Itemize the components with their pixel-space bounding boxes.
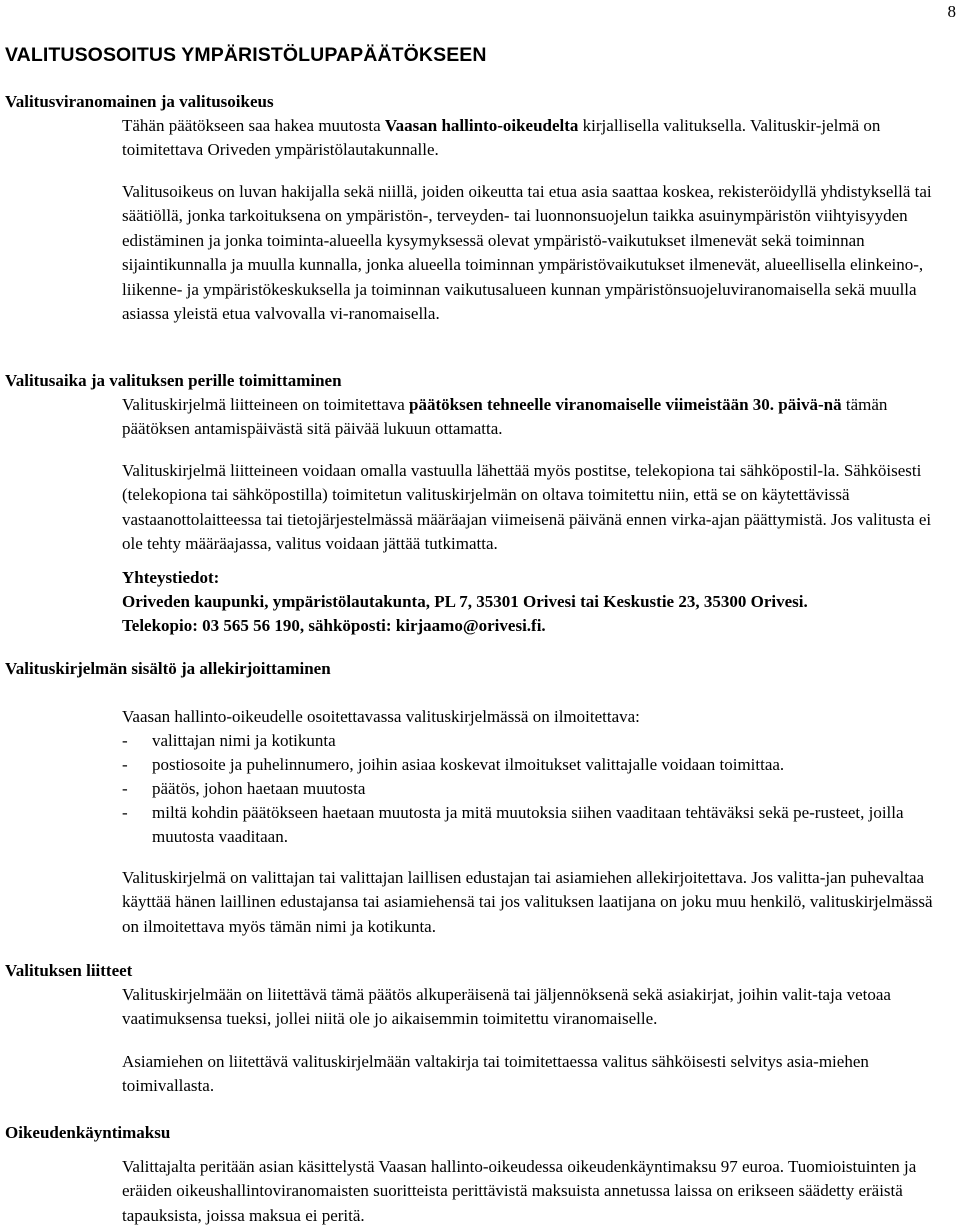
paragraph-appeal-authority [122, 114, 947, 163]
paragraph-delivery: Valituskirjelmä liitteineen voidaan omalla vastuulla lähettää myös postitse, telekopiona tai sähköpostil-la. Sähköisesti (telekopiona tai sähköpostilla) toimitetun valituskirjelmän on oltava toimitettu niin, että se on käytettävissä vastaanottolaitteessa tai tietojärjestelmässä määräajan viimeisenä päivänä ennen virka-ajan päättymistä. Jos valitusta ei ole tehty määräajassa, valitus voidaan jättää tutkimatta. [122, 461, 932, 554]
text-segment: kirjallisella valituksella. Valituskir-jelmä on toimitettava Oriveden ympäristölautakunnalle. [122, 116, 881, 160]
list-item-text: valittajan nimi ja kotikunta [152, 731, 336, 750]
list-item-text: miltä kohdin päätökseen haetaan muutosta ja mitä muutoksia siihen vaaditaan tehtäväksi sekä pe-rusteet, joilla muutosta vaaditaan. [152, 803, 904, 847]
paragraph-power-of-attorney: Asiamiehen on liitettävä valituskirjelmään valtakirja tai toimitettaessa valitus sähköisesti selvitys asia-miehen toimivallasta. [122, 1052, 869, 1096]
page-title: VALITUSOSOITUS YMPÄRISTÖLUPAPÄÄTÖKSEEN [5, 44, 487, 66]
contact-address: Oriveden kaupunki, ympäristölautakunta, PL 7, 35301 Orivesi tai Keskustie 23, 35300 Orivesi. [122, 592, 808, 611]
heading-valituskirjelman-sisalto: Valituskirjelmän sisältö ja allekirjoittaminen [5, 659, 331, 678]
list-item [122, 801, 947, 850]
list-dash: - [122, 755, 128, 774]
list-dash: - [122, 803, 128, 822]
heading-oikeudenkayntimaksu: Oikeudenkäyntimaksu [5, 1123, 171, 1142]
contact-heading: Yhteystiedot: [122, 568, 220, 587]
bold-text-court: Vaasan hallinto-oikeudelta [384, 116, 579, 135]
page-number: 8 [947, 2, 956, 21]
text-segment: Valituskirjelmä liitteineen on toimitettava [122, 395, 410, 414]
list-item-text: postiosoite ja puhelinnumero, joihin asiaa koskevat ilmoitukset valittajalle voidaan toimittaa. [152, 755, 785, 774]
paragraph-court-fee: Valittajalta peritään asian käsittelystä Vaasan hallinto-oikeudessa oikeudenkäyntimaksu 97 euroa. Tuomioistuinten ja eräiden oikeushallintoviranomaisten suoritteista perittävistä maksuista annetussa laissa on erikseen säädetty eräistä tapauksista, joissa maksua ei peritä. [122, 1157, 917, 1225]
list-dash: - [122, 779, 128, 798]
paragraph-appeal-right: Valitusoikeus on luvan hakijalla sekä niillä, joiden oikeutta tai etua asia saattaa koskea, rekisteröidyllä yhdistyksellä tai säätiöllä, jonka tarkoituksena on ympäristön-, terveyden- tai luonnonsuojelun taikka asuinympäristön viihtyisyyden edistäminen ja jonka toiminta-alueella kysymyksessä olevat ympäristö-vaikutukset ilmenevät sekä toiminnan sijaintikunnalla ja muulla kunnalla, jonka alueella toiminnan ympäristövaikutukset ilmenevät, alueellisella elinkeino-, liikenne- ja ympäristökeskuksella ja toiminnan vaikutusalueen kunnan ympäristönsuojeluviranomaisella sekä muulla asiassa yleistä etua valvovalla vi-ranomaisella. [122, 182, 932, 324]
paragraph-signature: Valituskirjelmä on valittajan tai valittajan laillisen edustajan tai asiamiehen allekirjoitettava. Jos valitta-jan puhevaltaa käyttää hänen laillinen edustajansa tai asiamiehensä tai jos valituksen laatijana on joku muu henkilö, valituskirjelmässä on ilmoitettava myös tämän nimi ja kotikunta. [122, 868, 933, 936]
list-item [122, 753, 947, 777]
paragraph-attachments: Valituskirjelmään on liitettävä tämä päätös alkuperäisenä tai jäljennöksenä sekä asiakirjat, joihin valit-taja vetoaa vaatimuksensa tueksi, jollei niitä ole jo aikaisemmin toimitettu viranomaiselle. [122, 985, 891, 1029]
contact-fax-email: Telekopio: 03 565 56 190, sähköposti: kirjaamo@orivesi.fi. [122, 616, 546, 635]
list-intro: Vaasan hallinto-oikeudelle osoitettavassa valituskirjelmässä on ilmoitettava: [122, 707, 640, 726]
bold-text-deadline: päätöksen tehneelle viranomaiselle viimeistään 30. päivä-nä [409, 395, 842, 414]
text-segment: tämän päätöksen antamispäivästä sitä päivää lukuun ottamatta. [122, 395, 888, 439]
text-segment: Tähän päätökseen saa hakea muutosta [122, 116, 385, 135]
heading-valituksen-liitteet: Valituksen liitteet [5, 961, 133, 980]
list-dash: - [122, 731, 128, 750]
paragraph-appeal-deadline [122, 393, 947, 442]
heading-valitusviranomainen: Valitusviranomainen ja valitusoikeus [5, 92, 274, 111]
list-item-text: päätös, johon haetaan muutosta [152, 779, 366, 798]
list-item [122, 777, 947, 801]
list-item [122, 729, 947, 753]
heading-valitusaika: Valitusaika ja valituksen perille toimittaminen [5, 371, 342, 390]
